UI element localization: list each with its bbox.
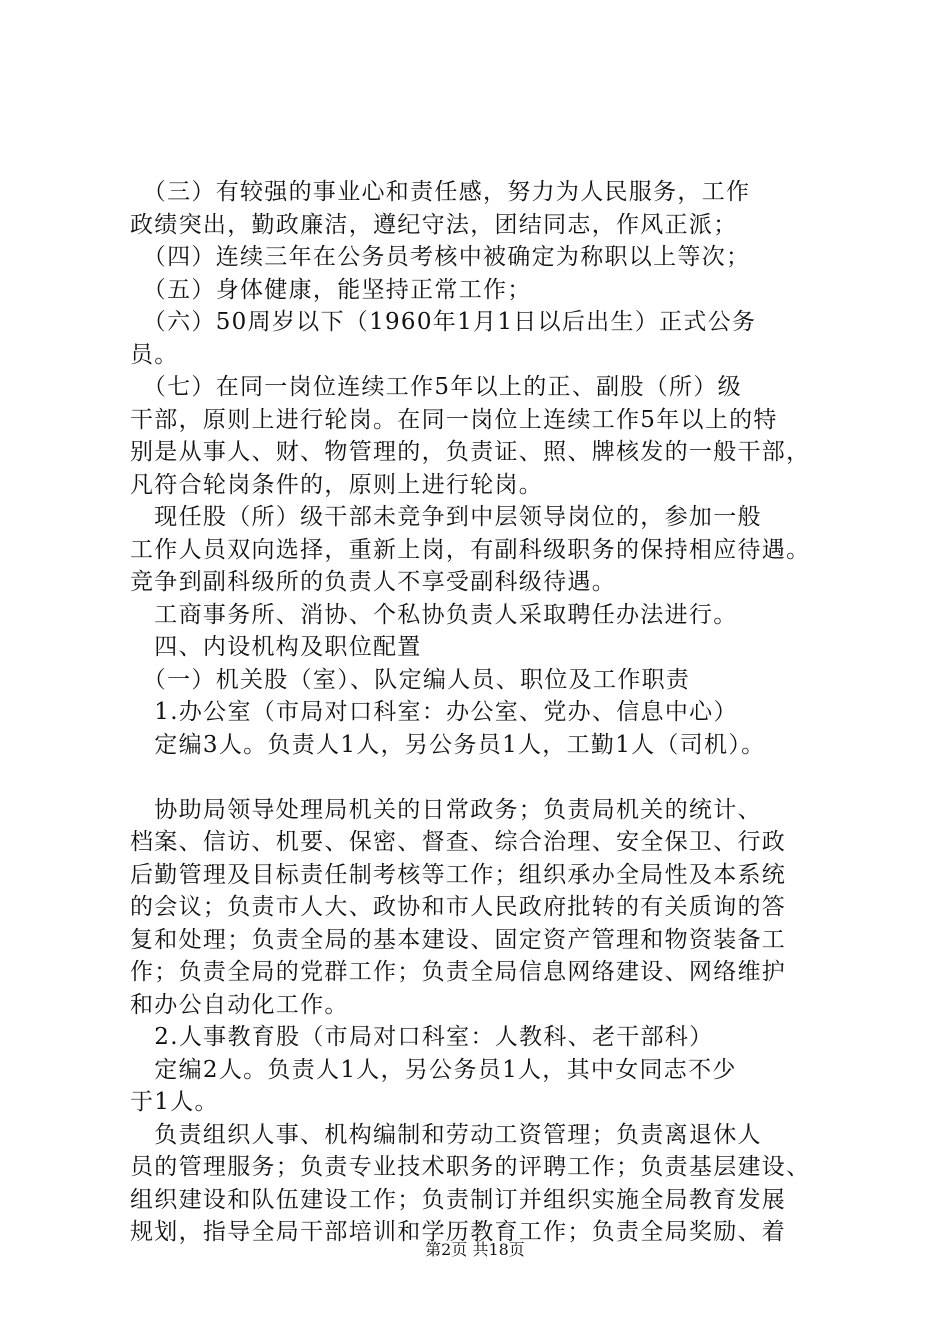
text-line: 政绩突出，勤政廉洁，遵纪守法，团结同志，作风正派； — [130, 211, 738, 238]
text-line: （六）50周岁以下（1960年1月1日以后出生）正式公务 — [130, 309, 757, 335]
text-line: 负责组织人事、机构编制和劳动工资管理；负责离退休人 — [130, 1121, 762, 1148]
text-line: （七）在同一岗位连续工作5年以上的正、副股（所）级 — [130, 374, 742, 400]
page-footer: 第2页 共18页 — [425, 1240, 525, 1259]
text-line: 后勤管理及目标责任制考核等工作；组织承办全局性及本系统 — [130, 861, 787, 888]
text-line: 定编2人。负责人1人，另公务员1人，其中女同志不少 — [130, 1056, 737, 1083]
text-line: （一）机关股（室）、队定编人员、职位及工作职责 — [130, 666, 691, 693]
text-line: 员。 — [130, 341, 179, 368]
text-line: 复和处理；负责全局的基本建设、固定资产管理和物资装备工 — [130, 926, 787, 953]
text-line: 协助局领导处理局机关的日常政务；负责局机关的统计、 — [130, 796, 762, 823]
text-line: 定编3人。负责人1人，另公务员1人，工勤1人（司机）。 — [130, 731, 766, 758]
document-body — [130, 176, 835, 1249]
text-line: 四、内设机构及职位配置 — [130, 634, 422, 660]
text-line: 和办公自动化工作。 — [130, 991, 349, 1018]
text-line — [130, 761, 835, 794]
text-line: （四）连续三年在公务员考核中被确定为称职以上等次； — [130, 244, 751, 270]
text-line: （五）身体健康，能坚持正常工作； — [130, 276, 532, 303]
text-line: 干部，原则上进行轮岗。在同一岗位上连续工作5年以上的特 — [130, 406, 778, 433]
text-line: 作；负责全局的党群工作；负责全局信息网络建设、网络维护 — [130, 959, 787, 985]
text-line: 组织建设和队伍建设工作；负责制订并组织实施全局教育发展 — [130, 1186, 787, 1213]
text-line: （三）有较强的事业心和责任感，努力为人民服务，工作 — [130, 179, 751, 205]
text-line: 的会议；负责市人大、政协和市人民政府批转的有关质询的答 — [130, 894, 787, 920]
text-line: 现任股（所）级干部未竞争到中层领导岗位的，参加一般 — [130, 504, 762, 530]
text-line: 别是从事人、财、物管理的，负责证、照、牌核发的一般干部， — [130, 439, 811, 465]
text-line: 工商事务所、消协、个私协负责人采取聘任办法进行。 — [130, 601, 738, 628]
text-line: 规划，指导全局干部培训和学历教育工作；负责全局奖励、着 — [130, 1219, 787, 1245]
text-line: 工作人员双向选择，重新上岗，有副科级职务的保持相应待遇。 — [130, 536, 811, 563]
text-line: 档案、信访、机要、保密、督查、综合治理、安全保卫、行政 — [130, 829, 787, 855]
text-line: 2.人事教育股（市局对口科室：人教科、老干部科） — [130, 1024, 714, 1050]
text-line: 竞争到副科级所的负责人不享受副科级待遇。 — [130, 569, 616, 595]
text-line: 凡符合轮岗条件的，原则上进行轮岗。 — [130, 471, 544, 498]
text-line: 1.办公室（市局对口科室：办公室、党办、信息中心） — [130, 699, 738, 725]
text-line: 于1人。 — [130, 1089, 219, 1115]
text-line: 员的管理服务；负责专业技术职务的评聘工作；负责基层建设、 — [130, 1154, 811, 1180]
